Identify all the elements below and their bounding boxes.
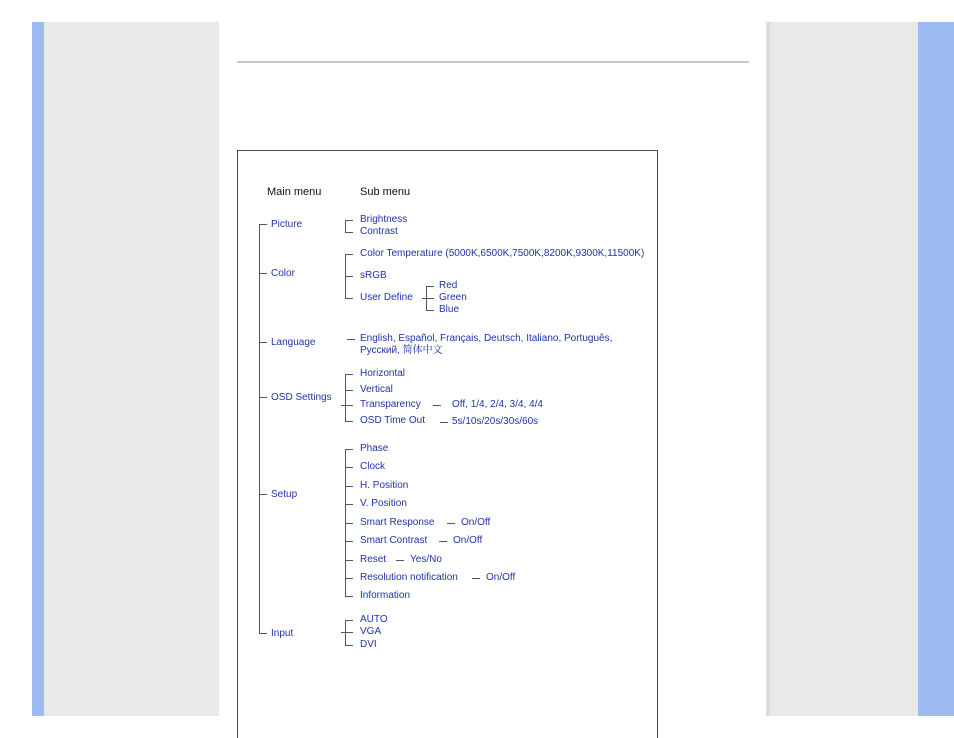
main-item-language: Language	[271, 337, 316, 348]
main-item-color: Color	[271, 268, 295, 279]
sub-item-v-position: V. Position	[360, 498, 407, 509]
transparency-dash	[433, 405, 441, 406]
user-define-branch-3	[426, 310, 434, 311]
branch-input	[259, 633, 267, 634]
sub-item-user-define: User Define	[360, 292, 413, 303]
smart-response-values: On/Off	[461, 517, 491, 528]
branch-color	[259, 273, 267, 274]
right-gray-margin	[766, 22, 918, 716]
sub-item-srgb: sRGB	[360, 270, 387, 281]
resolution-notification-values: On/Off	[486, 572, 516, 583]
user-define-branch-1	[426, 286, 434, 287]
smart-contrast-values: On/Off	[453, 535, 483, 546]
reset-values: Yes/No	[410, 554, 442, 565]
user-define-green: Green	[439, 292, 467, 303]
color-sub-branch-2	[345, 276, 353, 277]
reset-dash	[396, 560, 404, 561]
left-blue-band	[32, 22, 44, 716]
main-item-osd-settings: OSD Settings	[271, 392, 332, 403]
input-sub-branch-1	[345, 620, 353, 621]
sub-menu-header: Sub menu	[360, 186, 411, 198]
sub-item-smart-contrast: Smart Contrast	[360, 535, 428, 546]
setup-sub-branch-4	[345, 504, 353, 505]
color-sub-branch-3	[345, 298, 353, 299]
sub-item-auto: AUTO	[360, 614, 388, 625]
main-item-input: Input	[271, 628, 294, 639]
main-tree-trunk	[259, 224, 260, 633]
picture-sub-branch-2	[345, 232, 353, 233]
main-item-picture: Picture	[271, 219, 303, 230]
sub-item-h-position: H. Position	[360, 480, 409, 491]
sub-item-phase: Phase	[360, 443, 389, 454]
sub-item-transparency: Transparency	[360, 399, 421, 410]
right-margin-divider	[766, 22, 770, 716]
sub-item-dvi: DVI	[360, 639, 377, 650]
branch-osd-settings	[259, 397, 267, 398]
main-menu-header: Main menu	[267, 186, 322, 198]
osd-sub-branch-3	[341, 405, 353, 406]
language-branch	[347, 339, 355, 340]
main-item-setup: Setup	[271, 489, 298, 500]
sub-item-vertical: Vertical	[360, 384, 393, 395]
user-define-blue: Blue	[439, 304, 460, 315]
osd-menu-diagram	[237, 150, 658, 738]
osd-time-out-values: 5s/10s/20s/30s/60s	[452, 416, 539, 427]
horizontal-rule	[237, 61, 749, 63]
sub-item-reset: Reset	[360, 554, 387, 565]
branch-language	[259, 342, 267, 343]
sub-item-smart-response: Smart Response	[360, 517, 435, 528]
input-sub-branch-3	[345, 645, 353, 646]
setup-sub-branch-5	[345, 523, 353, 524]
osd-sub-trunk	[345, 374, 346, 421]
smart-response-dash	[447, 523, 455, 524]
osd-sub-branch-2	[345, 390, 353, 391]
setup-sub-branch-7	[345, 560, 353, 561]
osd-sub-branch-1	[345, 374, 353, 375]
setup-sub-branch-1	[345, 449, 353, 450]
sub-item-clock: Clock	[360, 461, 386, 472]
setup-sub-branch-2	[345, 467, 353, 468]
language-list-line-2: Русский, 简体中文	[360, 345, 443, 356]
sub-item-contrast: Contrast	[360, 226, 398, 237]
sub-item-osd-time-out: OSD Time Out	[360, 415, 426, 426]
setup-sub-branch-9	[345, 596, 353, 597]
sub-item-resolution-notification: Resolution notification	[360, 572, 458, 583]
branch-setup	[259, 494, 267, 495]
input-sub-branch-2	[341, 632, 353, 633]
branch-picture	[259, 224, 267, 225]
language-list-line-1: English, Español, Français, Deutsch, Italiano, Português,	[360, 333, 613, 344]
setup-sub-branch-3	[345, 486, 353, 487]
color-sub-branch-1	[345, 254, 353, 255]
left-gray-margin	[44, 22, 219, 716]
sub-item-brightness: Brightness	[360, 214, 408, 225]
osd-sub-branch-4	[345, 421, 353, 422]
picture-sub-branch-1	[345, 220, 353, 221]
user-define-red: Red	[439, 280, 458, 291]
resolution-notification-dash	[472, 578, 480, 579]
smart-contrast-dash	[439, 541, 447, 542]
osd-time-out-dash	[440, 422, 448, 423]
sub-item-information: Information	[360, 590, 411, 601]
setup-sub-branch-6	[345, 541, 353, 542]
right-blue-band	[918, 22, 954, 716]
setup-sub-branch-8	[345, 578, 353, 579]
user-define-branch-2	[422, 298, 434, 299]
transparency-values: Off, 1/4, 2/4, 3/4, 4/4	[452, 399, 543, 410]
sub-item-vga: VGA	[360, 626, 382, 637]
sub-item-horizontal: Horizontal	[360, 368, 406, 379]
sub-item-color-temperature: Color Temperature (5000K,6500K,7500K,8200K,9300K,11500K)	[360, 248, 645, 259]
